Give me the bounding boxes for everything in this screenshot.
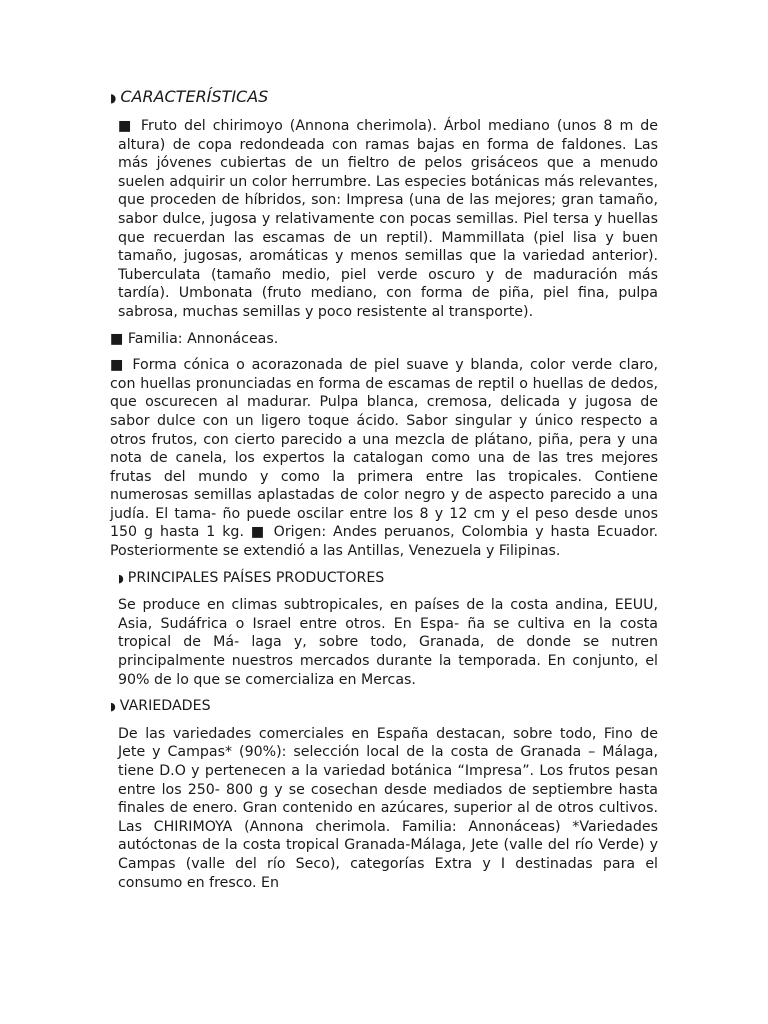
- paragraph-fruto: ■ Fruto del chirimoyo (Annona cherimola). Árbol mediano (unos 8 m de altura) de copa redondeada con ramas bajas en forma de faldones. Las más jóvenes cubiertas de un fieltro de pelos grisáceos que a menudo suelen adquirir un color herrumbre. Las especies botánicas más relevantes, que proceden de híbridos, son: Impresa (una de las mejores; gran tamaño, sabor dulce, jugosa y relativamente con pocas semillas. Piel tersa y huellas que recuerdan las escamas de un reptil). Mammillata (piel lisa y buen tamaño, jugosas, aromáticas y menos semillas que la variedad anterior). Tuberculata (tamaño medio, piel verde oscuro y de maduración más tardía). Umbonata (fruto mediano, con forma de piña, piel fina, pulpa sabrosa, muchas semillas y poco resistente al transporte).: [118, 118, 658, 320]
- section-heading-productores: [110, 569, 658, 589]
- section-heading-caracteristicas: [110, 86, 658, 109]
- half-circle-bullet-icon: ◗: [118, 571, 124, 585]
- heading-text: VARIEDADES: [119, 698, 211, 715]
- section-heading-variedades: [110, 697, 658, 717]
- heading-text: PRINCIPALES PAÍSES PRODUCTORES: [127, 569, 385, 586]
- paragraph-familia: ■ Familia: Annonáceas.: [110, 330, 279, 347]
- half-circle-bullet-icon: ◗: [110, 700, 116, 714]
- paragraph-productores: Se produce en climas subtropicales, en países de la costa andina, EEUU, Asia, Sudáfrica o Israel entre otros. En Espa- ña se cultiva en la costa tropical de Má- laga y, sobre todo, Granada, de donde se nutren principalmente nuestros mercados durante la temporada. En conjunto, el 90% de lo que se comercializa en Mercas.: [118, 597, 658, 688]
- document-page: [110, 86, 658, 900]
- heading-text: CARACTERÍSTICAS: [120, 87, 269, 106]
- half-circle-bullet-icon: ◗: [110, 91, 117, 105]
- paragraph-forma: ■ Forma cónica o acorazonada de piel suave y blanda, color verde claro, con huellas pronunciadas en forma de escamas de reptil o huellas de dedos, que oscurecen al madurar. Pulpa blanca, cremosa, delicada y jugosa de sabor dulce con un ligero toque ácido. Sabor singular y único respecto a otros frutos, con cierto parecido a una mezcla de plátano, piña, pera y una nota de canela, los expertos la catalogan como una de las tres mejores frutas del mundo y como la primera entre las tropicales. Contiene numerosas semillas aplastadas de color negro y de aspecto parecido a una judía. El tama- ño puede oscilar entre los 8 y 12 cm y el peso desde unos 150 g hasta 1 kg. ■ Origen: Andes peruanos, Colombia y hasta Ecuador. Posteriormente se extendió a las Antillas, Venezuela y Filipinas.: [110, 357, 658, 560]
- paragraph-variedades: De las variedades comerciales en España destacan, sobre todo, Fino de Jete y Campas* (90%): selección local de la costa de Granada – Málaga, tiene D.O y pertenecen a la variedad botánica “Impresa”. Los frutos pesan entre los 250- 800 g y se cosechan desde mediados de septiembre hasta finales de enero. Gran contenido en azúcares, superior al de otros cultivos. Las CHIRIMOYA (Annona cherimola. Familia: Annonáceas) *Variedades autóctonas de la costa tropical Granada-Málaga, Jete (valle del río Verde) y Campas (valle del río Seco), categorías Extra y I destinadas para el consumo en fresco. En: [118, 725, 658, 891]
